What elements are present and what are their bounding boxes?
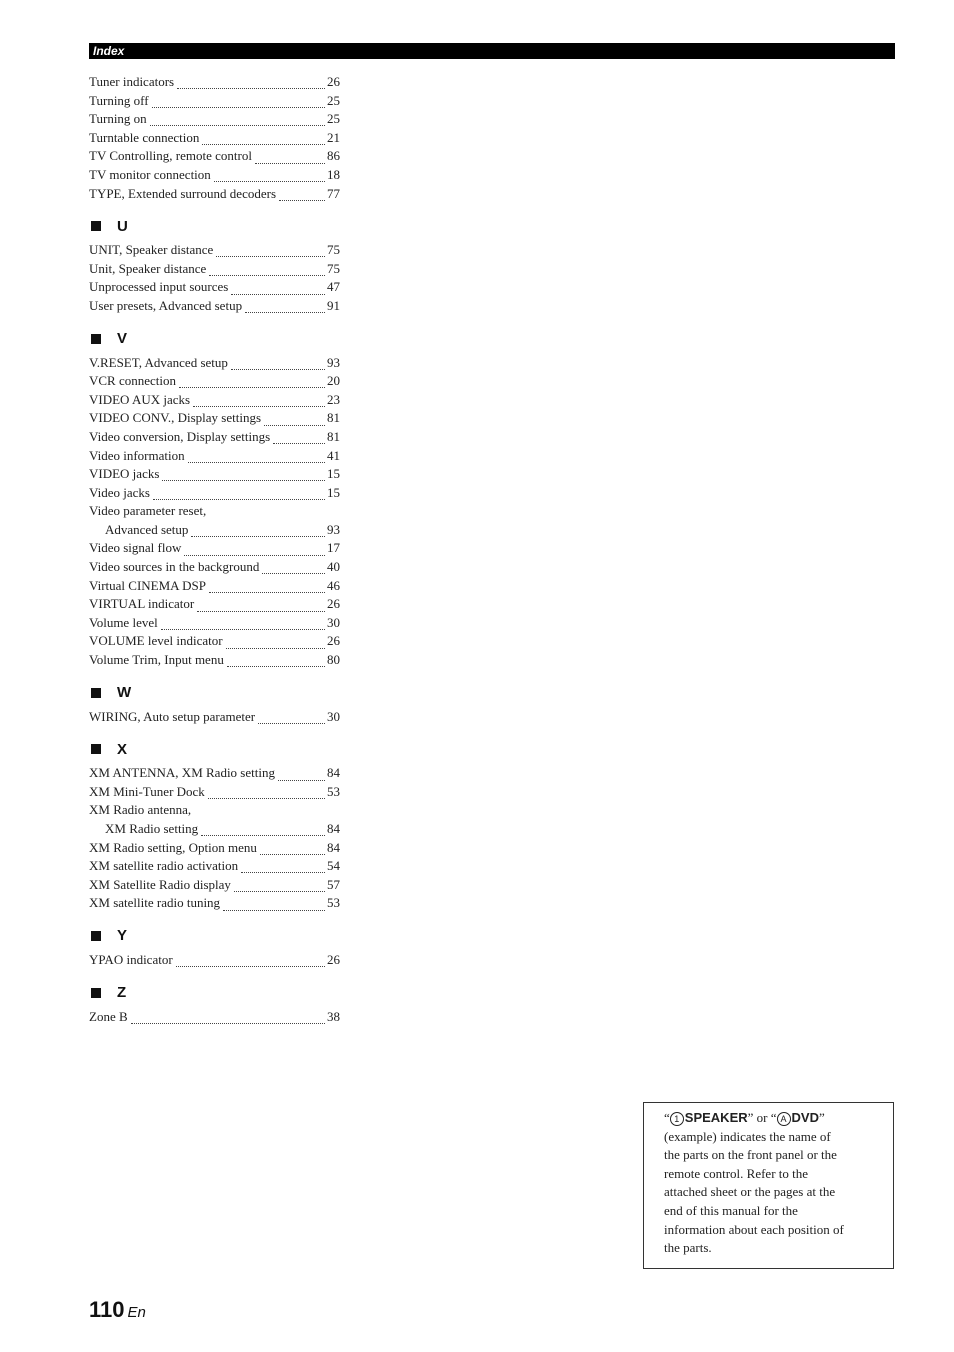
index-term: Video conversion, Display settings [89, 428, 271, 444]
index-page-number: 75 [327, 260, 340, 276]
index-entry [89, 951, 340, 970]
square-bullet-icon [91, 688, 101, 698]
index-entry [89, 260, 340, 279]
index-entry [89, 708, 340, 727]
index-entry [89, 391, 340, 410]
circled-number-icon: 1 [670, 1112, 684, 1126]
index-term: WIRING, Auto setup parameter [89, 708, 256, 724]
dot-leader [209, 261, 325, 276]
index-term: Video signal flow [89, 540, 182, 556]
index-entry [89, 521, 340, 540]
index-term: VCR connection [89, 373, 177, 389]
dot-leader [279, 186, 325, 201]
section-heading-y [89, 925, 340, 947]
dot-leader [209, 578, 325, 593]
index-term: Unit, Speaker distance [89, 260, 207, 276]
note-lead-line: “ 1 SPEAKER” or “ A DVD” [664, 1110, 825, 1125]
index-column [89, 73, 340, 1026]
index-page-number: 15 [327, 466, 340, 482]
index-entry [89, 447, 340, 466]
index-entry [89, 857, 340, 876]
index-page-number: 93 [327, 354, 340, 370]
index-entry [89, 147, 340, 166]
index-term: VIDEO AUX jacks [89, 391, 191, 407]
square-bullet-icon [91, 988, 101, 998]
index-entry [89, 166, 340, 185]
index-term: TYPE, Extended surround decoders [89, 185, 277, 201]
index-entry [89, 801, 340, 820]
dot-leader [262, 559, 325, 574]
index-page-number: 77 [327, 185, 340, 201]
index-page-number: 47 [327, 279, 340, 295]
header-title: Index [93, 44, 125, 58]
index-page-number: 80 [327, 652, 340, 668]
index-page-number: 40 [327, 559, 340, 575]
index-page-number: 84 [327, 765, 340, 781]
dot-leader [264, 411, 325, 426]
note-text-line: attached sheet or the pages at the [664, 1184, 836, 1200]
dot-leader [226, 634, 325, 649]
index-header-bar [89, 43, 895, 59]
index-term: XM Satellite Radio display [89, 876, 231, 892]
dot-leader [231, 280, 325, 295]
index-term: Advanced setup [105, 521, 189, 537]
dot-leader [260, 840, 325, 855]
index-entry [89, 354, 340, 373]
square-bullet-icon [91, 931, 101, 941]
index-term: Video information [89, 447, 185, 463]
index-term: TV monitor connection [89, 166, 211, 182]
index-page-number: 25 [327, 92, 340, 108]
index-term: VIDEO jacks [89, 466, 160, 482]
page-language-suffix: En [127, 1304, 146, 1321]
index-page-number: 57 [327, 876, 340, 892]
index-entry [89, 185, 340, 204]
square-bullet-icon [91, 221, 101, 231]
index-entry [89, 129, 340, 148]
index-term: Virtual CINEMA DSP [89, 577, 206, 593]
note-text-line: (example) indicates the name of [664, 1128, 831, 1144]
page-number [89, 1297, 146, 1323]
dot-leader [193, 392, 325, 407]
index-page-number: 81 [327, 410, 340, 426]
index-page-number: 93 [327, 521, 340, 537]
index-entry [89, 764, 340, 783]
dot-leader [223, 896, 325, 911]
note-text-line: information about each position of [664, 1221, 844, 1237]
section-heading-z [89, 982, 340, 1004]
index-entry [89, 876, 340, 895]
index-entry [89, 839, 340, 858]
section-letter: Y [117, 927, 128, 945]
index-term: Unprocessed input sources [89, 279, 229, 295]
index-entry [89, 783, 340, 802]
dot-leader [202, 130, 325, 145]
index-term: XM ANTENNA, XM Radio setting [89, 765, 275, 781]
section-letter: U [117, 217, 128, 235]
index-term: Turntable connection [89, 129, 200, 145]
index-page-number: 26 [327, 951, 340, 967]
index-term: XM Mini-Tuner Dock [89, 783, 205, 799]
index-term: Video sources in the background [89, 559, 260, 575]
index-term: VIDEO CONV., Display settings [89, 410, 262, 426]
dot-leader [184, 541, 325, 556]
index-term: Tuner indicators [89, 74, 175, 89]
index-page-number: 18 [327, 166, 340, 182]
dot-leader [278, 766, 325, 781]
section-heading-x [89, 738, 340, 760]
index-entry [89, 632, 340, 651]
index-page-number: 23 [327, 391, 340, 407]
index-entry [89, 577, 340, 596]
dot-leader [255, 149, 325, 164]
page-number-value: 110 [89, 1297, 125, 1322]
note-part-name-dvd: DVD [791, 1110, 819, 1125]
dot-leader [273, 429, 325, 444]
index-entry [89, 539, 340, 558]
index-term: TV Controlling, remote control [89, 148, 252, 164]
dot-leader [152, 93, 325, 108]
index-page-number: 30 [327, 708, 340, 724]
index-term: VOLUME level indicator [89, 633, 223, 649]
index-entry [89, 558, 340, 577]
index-page-number: 15 [327, 484, 340, 500]
note-text-line: remote control. Refer to the [664, 1165, 809, 1181]
square-bullet-icon [91, 334, 101, 344]
note-text-line: the parts. [664, 1240, 712, 1256]
index-entry [89, 894, 340, 913]
index-page-number: 25 [327, 111, 340, 127]
note-text-line: the parts on the front panel or the [664, 1147, 837, 1163]
index-term: XM Radio antenna, [89, 802, 192, 818]
index-page-number: 21 [327, 129, 340, 145]
section-letter: Z [117, 984, 127, 1002]
index-term: Video parameter reset, [89, 503, 207, 519]
index-entry [89, 372, 340, 391]
index-term: XM Radio setting [105, 821, 199, 836]
index-page-number: 46 [327, 577, 340, 593]
note-connector: or [756, 1110, 768, 1125]
index-entry [89, 92, 340, 111]
index-term: Volume level [89, 614, 158, 630]
index-entry [89, 241, 340, 260]
note-part-name-speaker: SPEAKER [684, 1110, 748, 1125]
index-page-number: 20 [327, 373, 340, 389]
index-term: User presets, Advanced setup [89, 297, 243, 313]
dot-leader [176, 952, 325, 967]
section-letter: X [117, 740, 128, 758]
section-letter: W [117, 684, 132, 702]
index-term: VIRTUAL indicator [89, 596, 195, 612]
dot-leader [245, 298, 325, 313]
dot-leader [153, 485, 325, 500]
index-entry [89, 614, 340, 633]
dot-leader [231, 355, 325, 370]
index-entry [89, 297, 340, 316]
index-entry [89, 484, 340, 503]
dot-leader [177, 74, 325, 89]
index-entry [89, 1008, 340, 1027]
index-term: XM satellite radio activation [89, 858, 239, 874]
dot-leader [214, 167, 325, 182]
index-term: XM Radio setting, Option menu [89, 839, 257, 855]
dot-leader [208, 784, 325, 799]
dot-leader [188, 448, 325, 463]
dot-leader [150, 111, 325, 126]
dot-leader [161, 615, 325, 630]
index-entry [89, 595, 340, 614]
dot-leader [197, 597, 325, 612]
section-letter: V [117, 330, 128, 348]
index-term: Turning off [89, 92, 149, 108]
index-page-number: 81 [327, 428, 340, 444]
index-term: XM satellite radio tuning [89, 895, 221, 911]
square-bullet-icon [91, 744, 101, 754]
index-page-number: 41 [327, 447, 340, 463]
index-term: Video jacks [89, 484, 150, 500]
note-text-line: end of this manual for the [664, 1202, 798, 1218]
index-page-number: 91 [327, 297, 340, 313]
index-page-number: 17 [327, 540, 340, 556]
note-body [664, 1128, 879, 1258]
index-entry [89, 278, 340, 297]
dot-leader [241, 858, 325, 873]
dot-leader [216, 242, 325, 257]
parts-note-box [643, 1102, 894, 1269]
dot-leader [227, 652, 325, 667]
circled-letter-icon: A [777, 1112, 791, 1126]
dot-leader [234, 877, 325, 892]
index-page-number: 54 [327, 858, 340, 874]
section-heading-v [89, 328, 340, 350]
index-term: YPAO indicator [89, 951, 173, 967]
section-heading-w [89, 682, 340, 704]
index-term: Volume Trim, Input menu [89, 652, 224, 668]
index-page-number: 26 [327, 74, 340, 89]
index-entry [89, 409, 340, 428]
dot-leader [162, 466, 325, 481]
index-page-number: 30 [327, 614, 340, 630]
index-term: UNIT, Speaker distance [89, 242, 214, 258]
dot-leader [191, 522, 325, 537]
dot-leader [258, 709, 325, 724]
index-term: Turning on [89, 111, 147, 127]
index-page-number: 53 [327, 895, 340, 911]
index-page-number: 84 [327, 839, 340, 855]
index-page-number: 26 [327, 596, 340, 612]
index-page-number: 84 [327, 821, 340, 836]
index-term: Zone B [89, 1008, 128, 1024]
dot-leader [131, 1009, 325, 1024]
index-entry [89, 820, 340, 839]
index-entry [89, 428, 340, 447]
index-entry [89, 651, 340, 670]
index-page-number: 75 [327, 242, 340, 258]
dot-leader [201, 821, 325, 836]
index-page-number: 38 [327, 1008, 340, 1024]
index-entry [89, 465, 340, 484]
index-term: V.RESET, Advanced setup [89, 354, 228, 370]
index-entry [89, 110, 340, 129]
index-page-number: 86 [327, 148, 340, 164]
index-entry [89, 502, 340, 521]
section-heading-u [89, 215, 340, 237]
index-entry [89, 73, 340, 92]
index-page-number: 53 [327, 783, 340, 799]
dot-leader [179, 373, 325, 388]
index-page-number: 26 [327, 633, 340, 649]
